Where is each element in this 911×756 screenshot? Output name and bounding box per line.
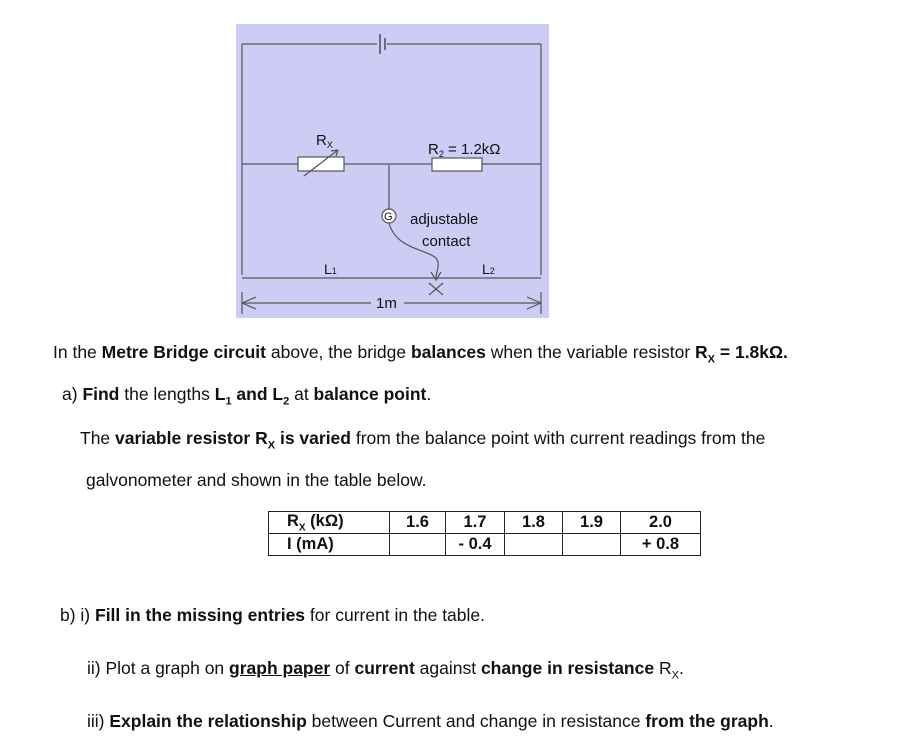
qb2-part: ii) Plot a graph on	[87, 658, 230, 678]
table-cell: 2.0	[621, 512, 701, 534]
table-cell: + 0.8	[621, 534, 701, 556]
intro-part: above, the bridge	[266, 342, 411, 362]
question-b-i	[60, 605, 485, 626]
table-cell	[563, 534, 621, 556]
intro-bold: balances	[410, 342, 486, 362]
diagram-background	[236, 24, 549, 318]
adjustable-label: adjustable	[410, 211, 479, 228]
qb3-bold: from the graph	[645, 711, 769, 731]
question-a	[62, 384, 431, 408]
metre-bridge-diagram	[236, 24, 549, 318]
data-table	[268, 511, 701, 556]
paragraph-line-1	[80, 428, 765, 452]
table-cell: 1.9	[563, 512, 621, 534]
question-b-iii	[87, 711, 774, 732]
table-cell: - 0.4	[446, 534, 505, 556]
qb1-part: for current in the table.	[305, 605, 486, 625]
qb3-bold: Explain the relationship	[109, 711, 307, 731]
intro-part: when the variable resistor	[485, 342, 696, 362]
rx-resistor	[298, 157, 344, 171]
qa-bold: balance point	[313, 384, 427, 404]
rx-label: $R_X$	[316, 132, 333, 150]
para-part: The	[80, 428, 116, 448]
table-row-rx	[269, 512, 701, 534]
question-b-ii	[87, 658, 684, 682]
r2-resistor	[432, 158, 482, 171]
qb3-part: .	[768, 711, 774, 731]
qb2-part: of	[330, 658, 355, 678]
paragraph-line-2: galvonometer and shown in the table below.	[86, 470, 427, 490]
l2-label: L2	[482, 261, 495, 277]
table-row-current	[269, 534, 701, 556]
intro-part: In the	[53, 342, 102, 362]
qb2-part: R	[654, 658, 672, 678]
qb2-part: .	[678, 658, 684, 678]
qa-lengths: $L_1$ and $L_2$	[214, 384, 290, 408]
qa-bold: Find	[82, 384, 120, 404]
length-label: 1m	[376, 295, 397, 312]
qa-part: at	[289, 384, 314, 404]
intro-rx: $R_X = 1.8k\Omega$.	[695, 342, 788, 366]
qb1-part: b) i)	[60, 605, 95, 625]
row-header-rx: $R_X$ (kΩ)	[269, 512, 390, 534]
table-cell	[505, 534, 563, 556]
qb2-part: against	[414, 658, 481, 678]
row-header-current: I (mA)	[269, 534, 390, 556]
r2-label: $R_2 = 1.2k\Omega$	[428, 141, 501, 159]
table-cell: 1.7	[446, 512, 505, 534]
intro-text	[53, 342, 788, 366]
para-part: from the balance point with current readings from the	[350, 428, 766, 448]
circuit-svg	[236, 24, 549, 318]
qb3-part: iii)	[87, 711, 110, 731]
contact-label: contact	[422, 233, 471, 250]
table-cell: 1.8	[505, 512, 563, 534]
intro-bold: Metre Bridge circuit	[101, 342, 267, 362]
qb1-bold: Fill in the missing entries	[95, 605, 306, 625]
l1-label: L1	[324, 261, 337, 277]
qb2-sub: X	[671, 669, 679, 682]
qa-part: a)	[62, 384, 83, 404]
table-cell	[390, 534, 446, 556]
galvanometer-label: G	[384, 211, 393, 223]
qa-part: .	[426, 384, 432, 404]
table-cell: 1.6	[390, 512, 446, 534]
para-bold: variable resistor $R_X$ is varied	[115, 428, 351, 452]
graph-paper-text: graph paper	[229, 658, 331, 678]
qb3-part: between Current and change in resistance	[306, 711, 646, 731]
qb2-bold: current	[354, 658, 415, 678]
qa-part: the lengths	[119, 384, 215, 404]
qb2-bold: change in resistance	[480, 658, 655, 678]
